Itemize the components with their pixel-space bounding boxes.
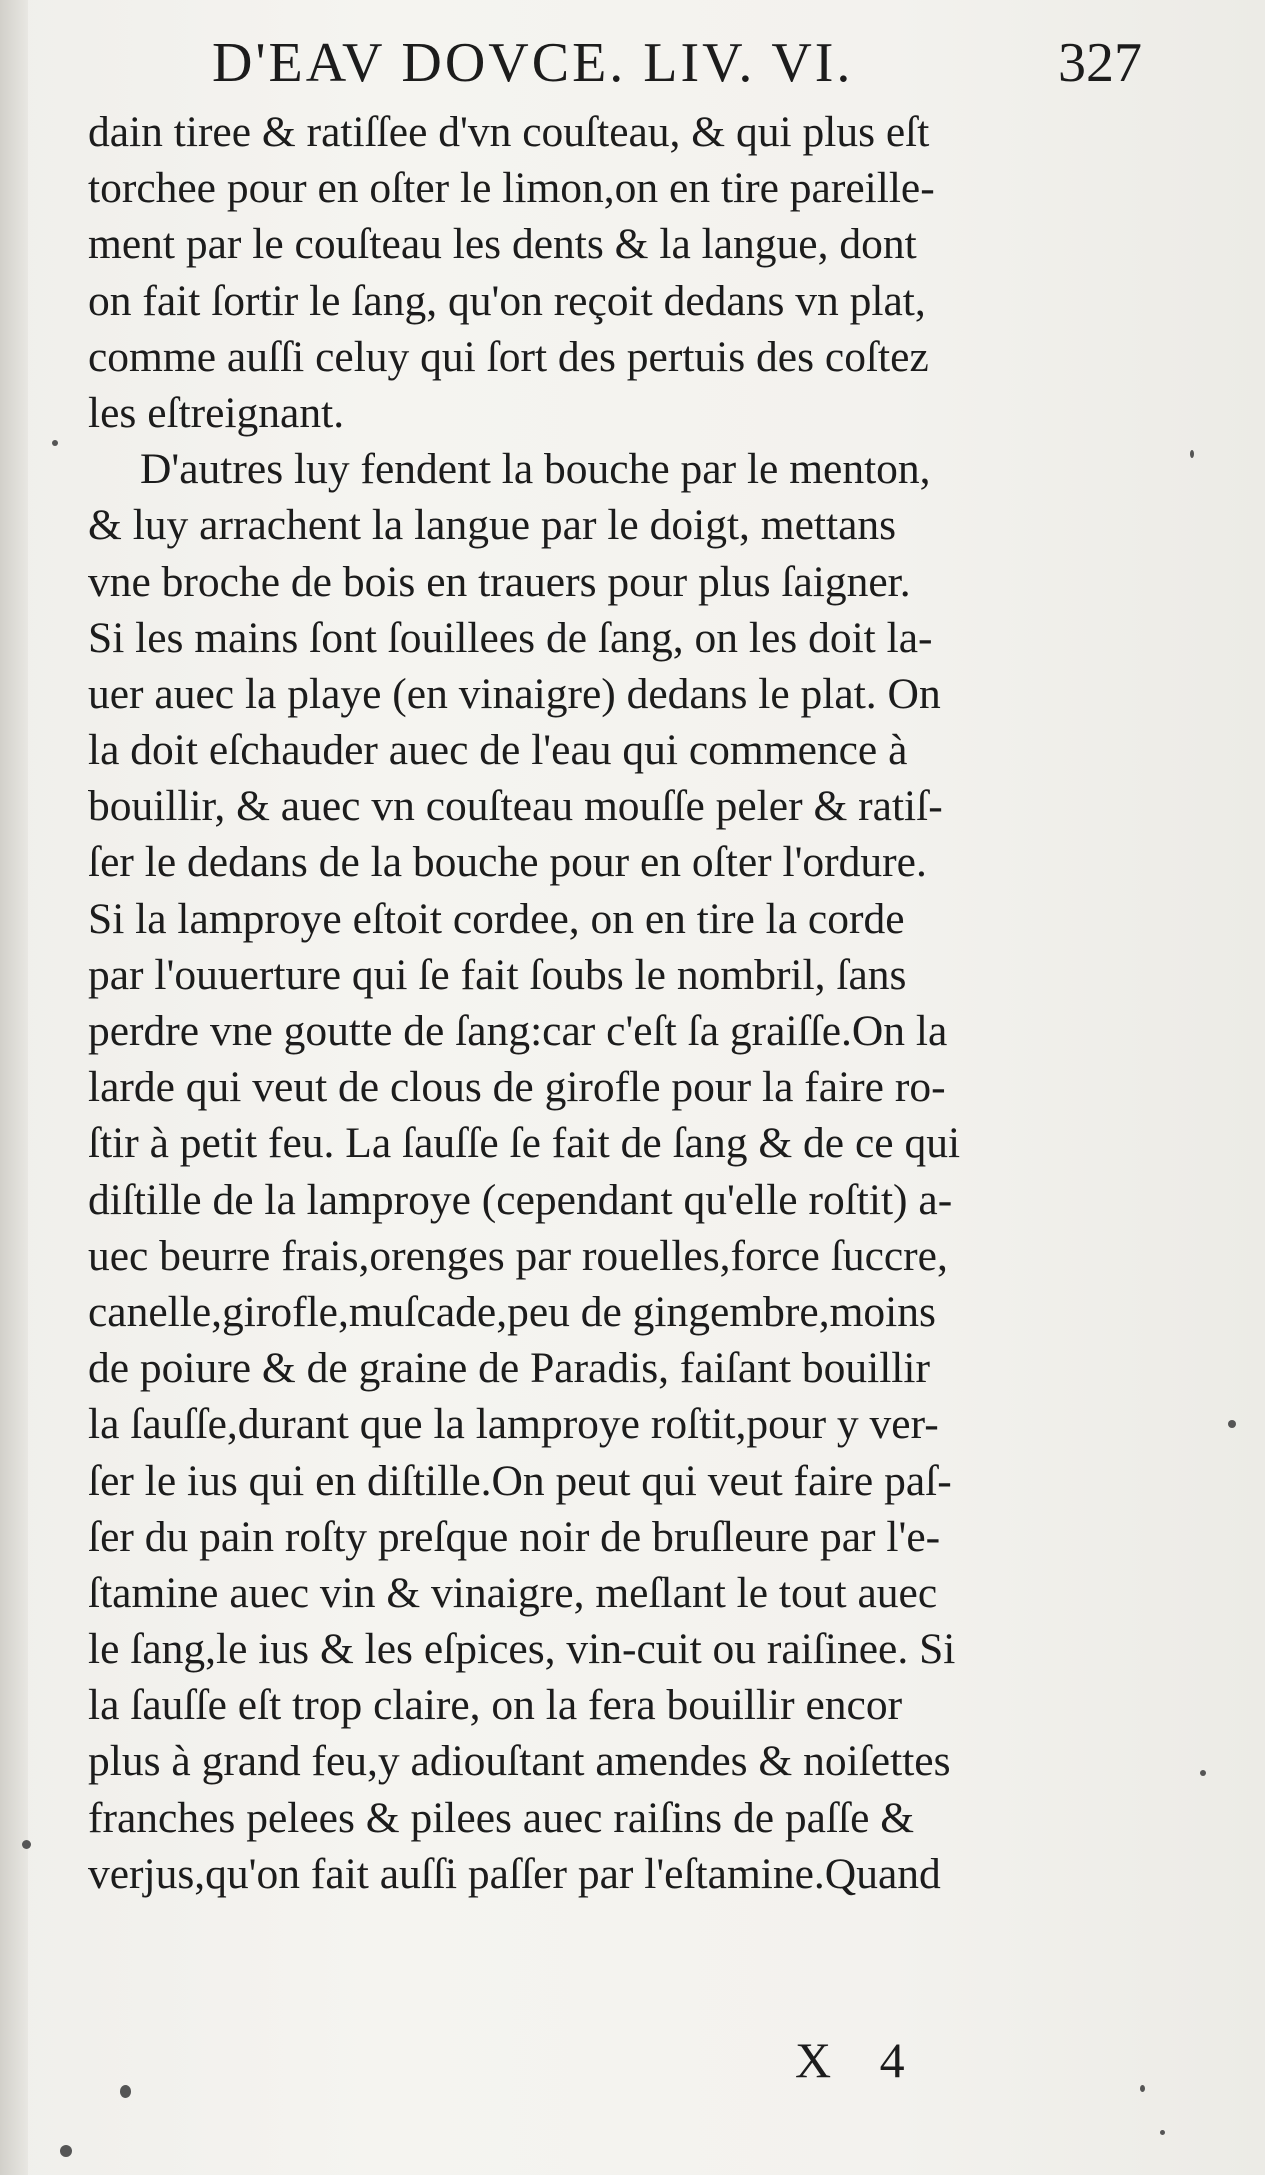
text-line: uec beurre frais,orenges par rouelles,force ſuccre, [88, 1231, 948, 1280]
signature-mark: X 4 [795, 2032, 923, 2088]
ink-speck [22, 1840, 31, 1849]
ink-speck [1228, 1420, 1236, 1428]
ink-speck [1200, 1770, 1206, 1776]
text-line: D'autres luy fendent la bouche par le menton, [140, 445, 931, 494]
text-line: dain tiree & ratiſſee d'vn couſteau, & qui plus eſt [88, 108, 930, 156]
text-line: Si la lamproye eſtoit cordee, on en tire la corde [88, 894, 905, 943]
text-line: larde qui veut de clous de girofle pour la faire ro- [88, 1063, 946, 1112]
text-line: diſtille de la lamproye (cependant qu'elle roſtit) a- [88, 1175, 953, 1224]
text-line: ſer le ius qui en diſtille.On peut qui veut faire paſ- [88, 1456, 952, 1505]
text-line: le ſang,le ius & les eſpices, vin-cuit ou raiſinee. Si [88, 1625, 956, 1674]
text-line: verjus,qu'on fait auſſi paſſer par l'eſtamine.Quand [88, 1849, 941, 1898]
text-line: ſtamine auec vin & vinaigre, meſlant le tout auec [88, 1568, 938, 1617]
text-line: de poiure & de graine de Paradis, faiſant bouillir [88, 1344, 930, 1393]
text-line: uer auec la playe (en vinaigre) dedans le plat. On [88, 669, 941, 718]
page-number: 327 [1058, 32, 1142, 94]
text-line: & luy arrachent la langue par le doigt, mettans [88, 501, 897, 550]
running-title: D'EAV DOVCE. LIV. VI. [212, 32, 854, 94]
text-line: la doit eſchauder auec de l'eau qui commence à [88, 726, 908, 775]
text-line: la ſauſſe eſt trop claire, on la fera bouillir encor [88, 1681, 903, 1730]
ink-speck [120, 2085, 131, 2098]
text-line: franches pelees & pilees auec raiſins de paſſe & [88, 1793, 915, 1842]
text-line: on fait ſortir le ſang, qu'on reçoit dedans vn plat, [88, 276, 926, 325]
page-header [212, 28, 1142, 98]
ink-speck [1140, 2085, 1145, 2092]
text-line: la ſauſſe,durant que la lamproye roſtit,pour y ver- [88, 1400, 939, 1449]
text-line: ſer du pain roſty preſque noir de bruſleure par l'e- [88, 1512, 941, 1561]
text-line: vne broche de bois en trauers pour plus ſaigner. [88, 557, 911, 606]
text-line: Si les mains ſont ſouillees de ſang, on les doit la- [88, 613, 933, 662]
text-line: comme auſſi celuy qui ſort des pertuis des coſtez [88, 332, 929, 381]
ink-speck [60, 2145, 72, 2157]
ink-speck [1160, 2130, 1165, 2135]
text-line: ſer le dedans de la bouche pour en oſter l'ordure. [88, 838, 927, 887]
page-gutter-shadow [0, 0, 28, 2175]
ink-speck [1190, 450, 1194, 458]
text-line: perdre vne goutte de ſang:car c'eſt ſa graiſſe.On la [88, 1007, 948, 1055]
text-line: bouillir, & auec vn couſteau mouſſe peler & ratiſ- [88, 782, 943, 831]
text-line: torchee pour en oſter le limon,on en tire pareille- [88, 164, 935, 213]
body-text [88, 104, 1138, 1902]
text-line: plus à grand feu,y adiouſtant amendes & noiſettes [88, 1737, 951, 1786]
ink-speck [52, 440, 58, 446]
text-line: ment par le couſteau les dents & la langue, dont [88, 220, 917, 269]
text-line: ſtir à petit feu. La ſauſſe ſe fait de ſang & de ce qui [88, 1119, 961, 1168]
text-line: par l'ouuerture qui ſe fait ſoubs le nombril, ſans [88, 950, 907, 999]
text-line: les eſtreignant. [88, 388, 345, 437]
text-line: canelle,girofle,muſcade,peu de gingembre,moins [88, 1287, 936, 1336]
